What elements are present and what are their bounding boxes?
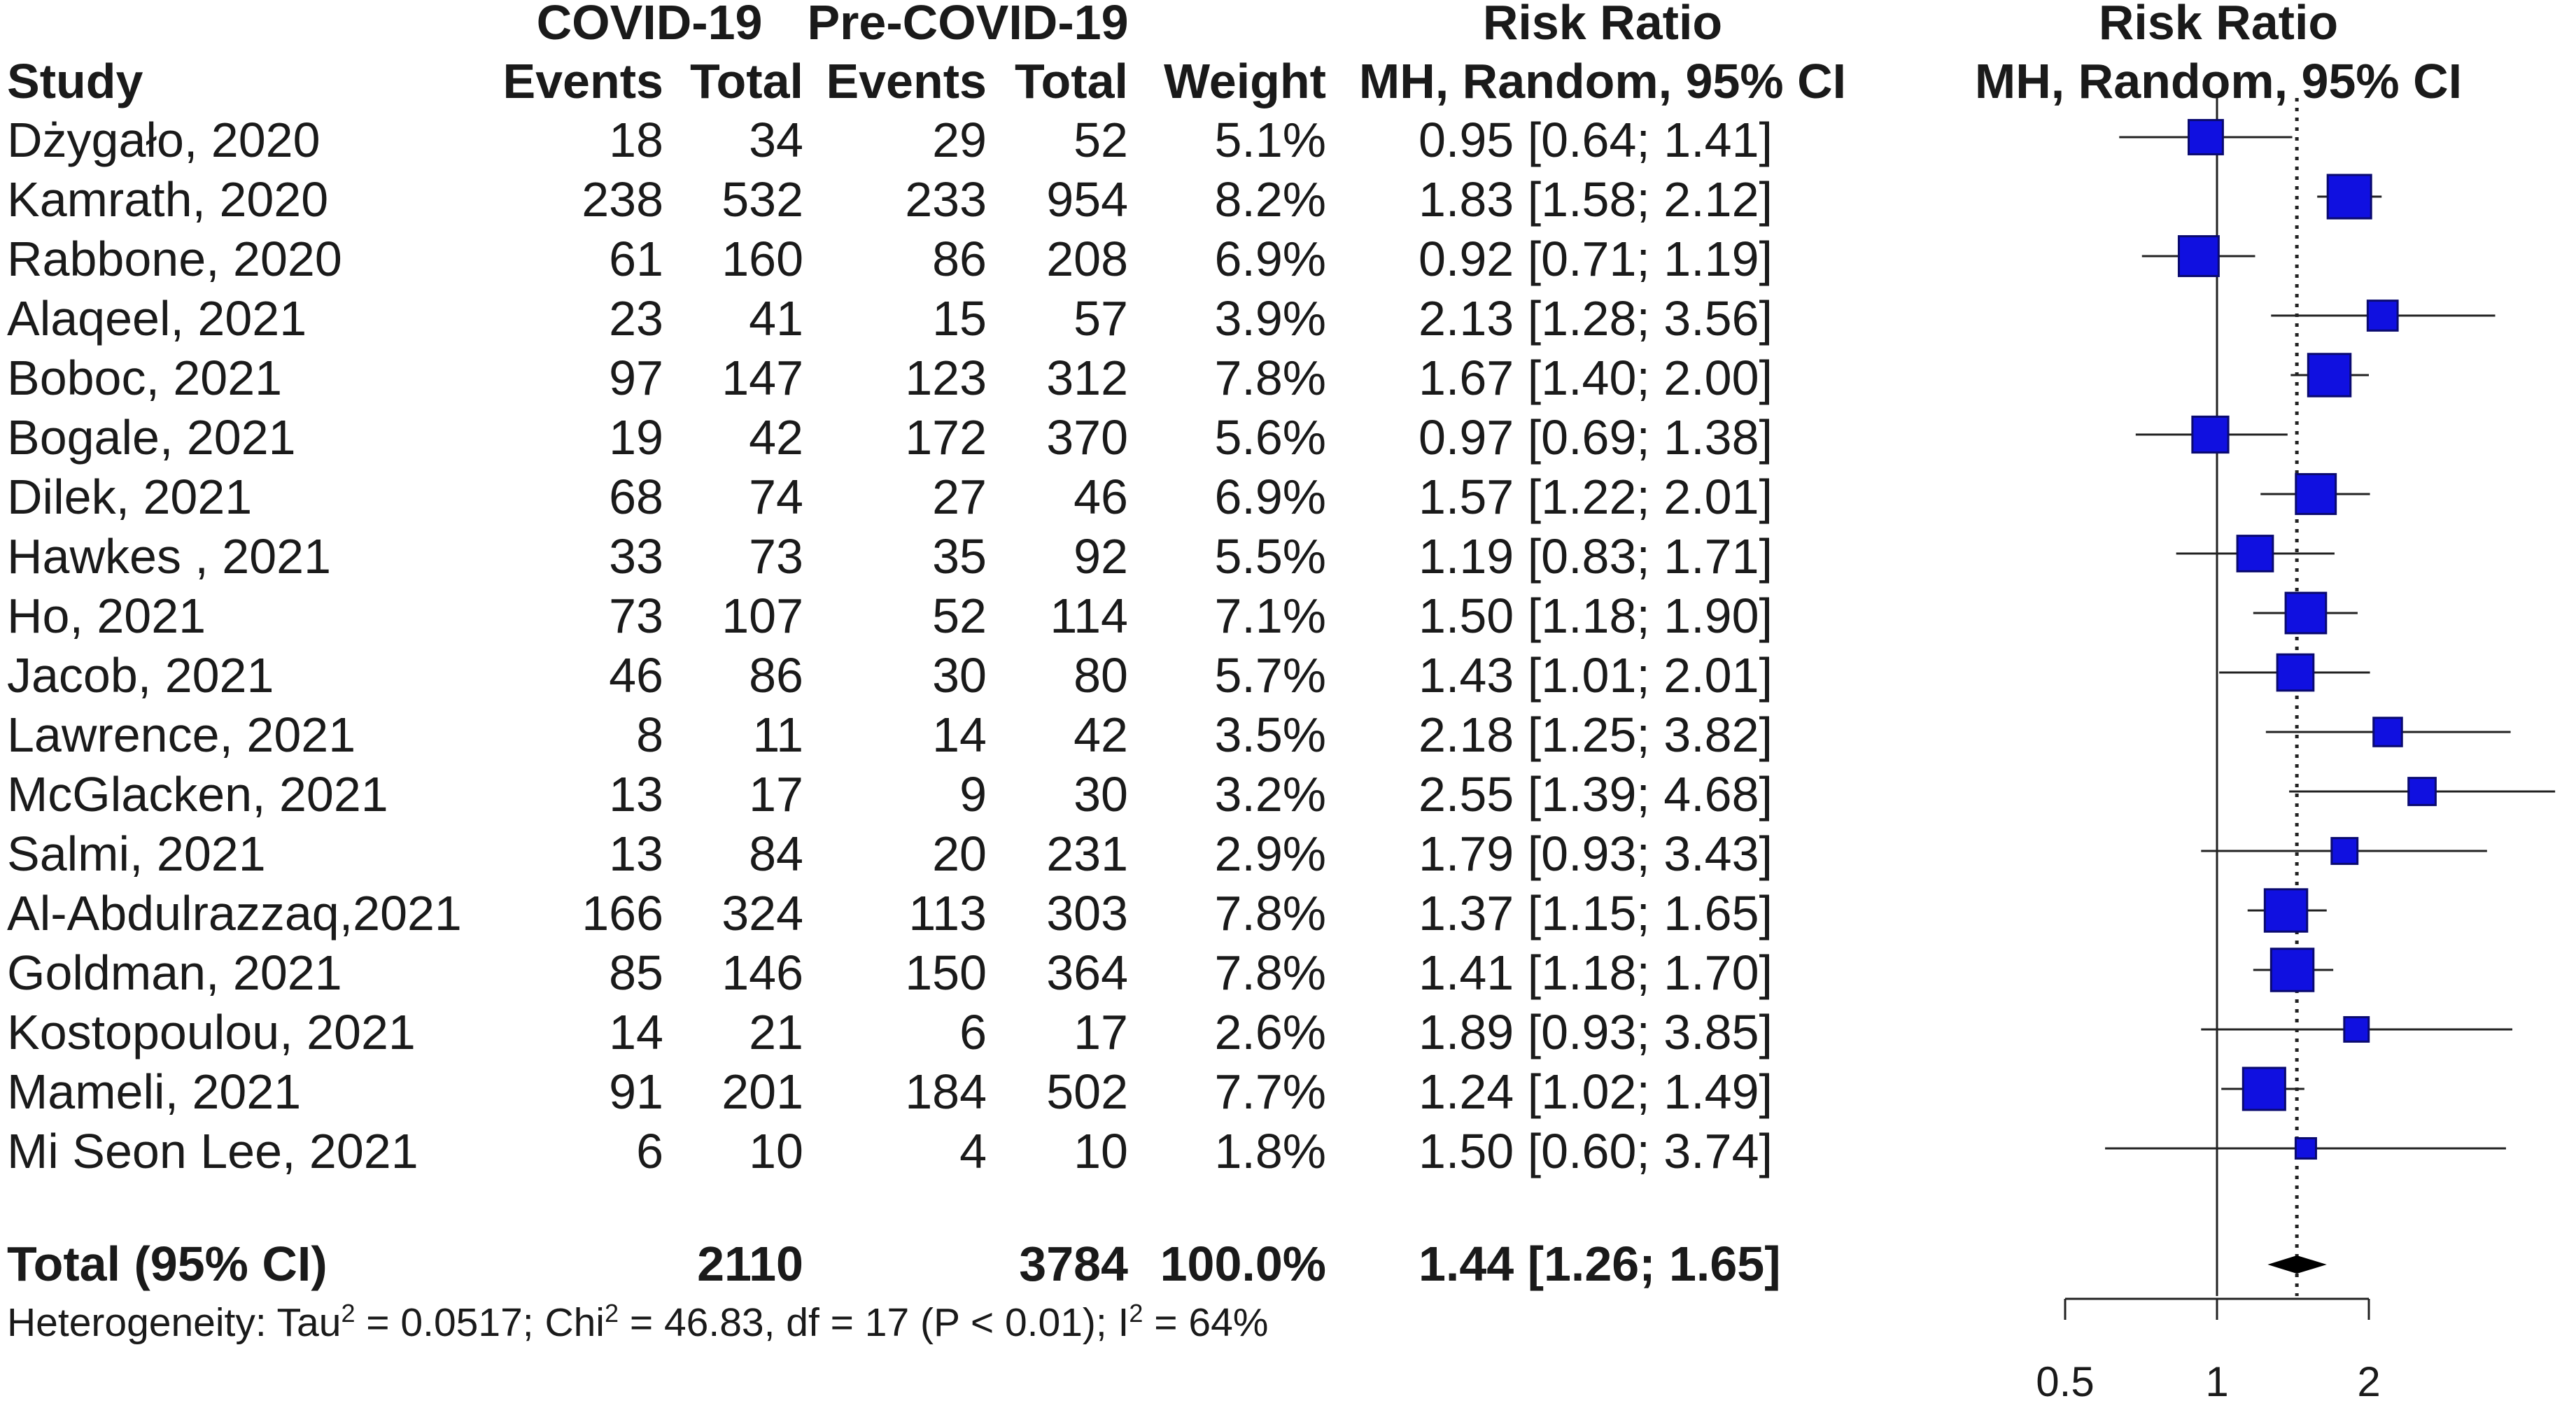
- study-ci-text: 1.83 [1.58; 2.12]: [1419, 172, 1773, 227]
- point-estimate-square: [2344, 1018, 2369, 1042]
- study-ci-text: 2.13 [1.28; 3.56]: [1419, 291, 1773, 346]
- total-label: Total (95% CI): [7, 1237, 328, 1291]
- covid-events: 13: [609, 826, 663, 881]
- covid-total: 532: [722, 172, 803, 227]
- pre-total-header: Total: [1014, 54, 1128, 108]
- pre-total: 46: [1074, 470, 1128, 524]
- covid-total: 10: [749, 1124, 803, 1178]
- point-estimate-square: [2328, 175, 2371, 218]
- point-estimate-square: [2271, 949, 2313, 991]
- study-ci-text: 1.89 [0.93; 3.85]: [1419, 1005, 1773, 1059]
- covid-events: 13: [609, 767, 663, 822]
- study-name: Alaqeel, 2021: [7, 291, 307, 346]
- het-part-3: = 46.83, df = 17 (P < 0.01); I: [619, 1300, 1129, 1345]
- study-weight: 5.7%: [1214, 648, 1326, 703]
- covid-events: 73: [609, 589, 663, 643]
- study-ci-text: 1.41 [1.18; 1.70]: [1419, 945, 1773, 1000]
- study-column-header: Study: [7, 54, 143, 108]
- pre-events: 172: [905, 410, 987, 465]
- pre-total: 303: [1046, 886, 1128, 941]
- covid-total: 86: [749, 648, 803, 703]
- covid-events: 91: [609, 1064, 663, 1119]
- study-name: Hawkes , 2021: [7, 529, 332, 584]
- study-ci-text: 1.43 [1.01; 2.01]: [1419, 648, 1773, 703]
- study-weight: 3.2%: [1214, 767, 1326, 822]
- pre-total: 57: [1074, 291, 1128, 346]
- plot-method-header: MH, Random, 95% CI: [1974, 54, 2463, 108]
- rr-method-header: MH, Random, 95% CI: [1358, 54, 1847, 108]
- study-name: Kostopoulou, 2021: [7, 1005, 416, 1059]
- pre-total: 502: [1046, 1064, 1128, 1119]
- study-name: Ho, 2021: [7, 589, 206, 643]
- point-estimate-square: [2243, 1068, 2285, 1110]
- x-tick-label: 2: [2357, 1358, 2381, 1401]
- covid-total: 147: [722, 351, 803, 405]
- study-name: McGlacken, 2021: [7, 767, 388, 822]
- covid-total: 21: [749, 1005, 803, 1059]
- point-estimate-square: [2193, 416, 2228, 452]
- study-name: Goldman, 2021: [7, 945, 342, 1000]
- pre-events: 9: [959, 767, 987, 822]
- het-part-4: = 64%: [1143, 1300, 1269, 1345]
- het-sup-3: 2: [1129, 1299, 1143, 1328]
- point-estimate-square: [2265, 889, 2307, 931]
- covid-events: 85: [609, 945, 663, 1000]
- covid-total: 74: [749, 470, 803, 524]
- total-pre-n: 3784: [1019, 1237, 1128, 1291]
- pre-total: 30: [1074, 767, 1128, 822]
- covid-events: 238: [582, 172, 663, 227]
- covid-events: 23: [609, 291, 663, 346]
- study-weight: 7.7%: [1214, 1064, 1326, 1119]
- x-tick-label: 0.5: [2036, 1358, 2095, 1401]
- het-part-2: = 0.0517; Chi: [355, 1300, 605, 1345]
- het-prefix: Heterogeneity: Tau: [7, 1300, 342, 1345]
- covid-total: 84: [749, 826, 803, 881]
- study-name: Rabbone, 2020: [7, 232, 342, 286]
- point-estimate-square: [2308, 354, 2350, 396]
- pre-events: 52: [932, 589, 987, 643]
- study-name: Boboc, 2021: [7, 351, 283, 405]
- pre-events: 233: [905, 172, 987, 227]
- covid-events: 97: [609, 351, 663, 405]
- total-weight: 100.0%: [1160, 1237, 1326, 1291]
- covid-events: 33: [609, 529, 663, 584]
- point-estimate-square: [2295, 1138, 2316, 1158]
- pre-total: 52: [1074, 113, 1128, 167]
- pre-total: 370: [1046, 410, 1128, 465]
- covid-total: 17: [749, 767, 803, 822]
- study-weight: 6.9%: [1214, 232, 1326, 286]
- covid-events: 18: [609, 113, 663, 167]
- x-tick-label: 1: [2205, 1358, 2229, 1401]
- pre-events: 35: [932, 529, 987, 584]
- weight-header: Weight: [1163, 54, 1326, 108]
- pre-total: 114: [1050, 589, 1128, 643]
- covid-total: 324: [722, 886, 803, 941]
- pre-total: 42: [1074, 707, 1128, 762]
- risk-ratio-column-title: Risk Ratio: [1482, 0, 1723, 50]
- pre-covid-group-header: Pre-COVID-19: [807, 0, 1129, 50]
- study-ci-text: 0.92 [0.71; 1.19]: [1419, 232, 1773, 286]
- covid-total: 42: [749, 410, 803, 465]
- het-sup-1: 2: [341, 1299, 356, 1328]
- covid-total: 146: [722, 945, 803, 1000]
- covid-events: 19: [609, 410, 663, 465]
- pre-events: 150: [905, 945, 987, 1000]
- covid-total: 34: [749, 113, 803, 167]
- pooled-diamond: [2267, 1255, 2326, 1274]
- point-estimate-square: [2332, 838, 2358, 864]
- plot-title: Risk Ratio: [2098, 0, 2339, 50]
- covid-events-header: Events: [502, 54, 663, 108]
- covid-events: 14: [609, 1005, 663, 1059]
- pre-total: 312: [1046, 351, 1128, 405]
- pre-events: 14: [932, 707, 987, 762]
- point-estimate-square: [2374, 718, 2402, 747]
- study-ci-text: 1.79 [0.93; 3.43]: [1419, 826, 1773, 881]
- study-name: Dilek, 2021: [7, 470, 253, 524]
- pre-total: 80: [1074, 648, 1128, 703]
- pre-events: 30: [932, 648, 987, 703]
- study-weight: 1.8%: [1214, 1124, 1326, 1178]
- study-ci-text: 0.97 [0.69; 1.38]: [1419, 410, 1773, 465]
- study-weight: 8.2%: [1214, 172, 1326, 227]
- pre-events: 20: [932, 826, 987, 881]
- study-weight: 2.9%: [1214, 826, 1326, 881]
- point-estimate-square: [2367, 301, 2398, 331]
- study-weight: 7.8%: [1214, 945, 1326, 1000]
- covid-events: 8: [636, 707, 663, 762]
- study-ci-text: 1.67 [1.40; 2.00]: [1419, 351, 1773, 405]
- point-estimate-square: [2277, 654, 2314, 691]
- study-ci-text: 1.19 [0.83; 1.71]: [1419, 529, 1773, 584]
- pre-events: 4: [959, 1124, 987, 1178]
- total-covid-n: 2110: [697, 1237, 803, 1291]
- pre-events: 86: [932, 232, 987, 286]
- study-ci-text: 0.95 [0.64; 1.41]: [1419, 113, 1773, 167]
- covid-total: 41: [749, 291, 803, 346]
- study-weight: 7.8%: [1214, 886, 1326, 941]
- covid-total: 160: [722, 232, 803, 286]
- pre-events-header: Events: [826, 54, 987, 108]
- study-name: Dżygało, 2020: [7, 113, 321, 167]
- study-ci-text: 1.37 [1.15; 1.65]: [1419, 886, 1773, 941]
- study-weight: 5.6%: [1214, 410, 1326, 465]
- covid-total-header: Total: [689, 54, 803, 108]
- pre-events: 113: [908, 886, 987, 941]
- pre-total: 364: [1046, 945, 1128, 1000]
- study-ci-text: 1.50 [0.60; 3.74]: [1419, 1124, 1773, 1178]
- point-estimate-square: [2409, 778, 2436, 805]
- study-ci-text: 1.57 [1.22; 2.01]: [1419, 470, 1773, 524]
- study-name: Al-Abdulrazzaq,2021: [7, 886, 462, 941]
- study-weight: 5.5%: [1214, 529, 1326, 584]
- study-weight: 7.8%: [1214, 351, 1326, 405]
- het-sup-2: 2: [604, 1299, 619, 1328]
- study-weight: 3.9%: [1214, 291, 1326, 346]
- study-weight: 7.1%: [1214, 589, 1326, 643]
- point-estimate-square: [2188, 120, 2223, 155]
- covid-events: 46: [609, 648, 663, 703]
- study-ci-text: 1.50 [1.18; 1.90]: [1419, 589, 1773, 643]
- study-name: Bogale, 2021: [7, 410, 296, 465]
- point-estimate-square: [2237, 536, 2273, 572]
- covid-total: 11: [752, 707, 803, 762]
- covid-total: 201: [722, 1064, 803, 1119]
- pre-events: 123: [905, 351, 987, 405]
- covid-group-header: COVID-19: [536, 0, 763, 50]
- pre-total: 10: [1074, 1124, 1128, 1178]
- pre-events: 184: [905, 1064, 987, 1119]
- study-weight: 6.9%: [1214, 470, 1326, 524]
- study-weight: 3.5%: [1214, 707, 1326, 762]
- pre-events: 15: [932, 291, 987, 346]
- study-name: Jacob, 2021: [7, 648, 274, 703]
- point-estimate-square: [2286, 593, 2326, 633]
- pre-total: 231: [1046, 826, 1128, 881]
- total-ci-text: 1.44 [1.26; 1.65]: [1419, 1237, 1781, 1291]
- point-estimate-square: [2179, 237, 2218, 276]
- pre-total: 954: [1046, 172, 1128, 227]
- study-ci-text: 2.18 [1.25; 3.82]: [1419, 707, 1773, 762]
- covid-events: 61: [609, 232, 663, 286]
- covid-events: 166: [582, 886, 663, 941]
- covid-events: 6: [636, 1124, 663, 1178]
- pre-events: 27: [932, 470, 987, 524]
- covid-events: 68: [609, 470, 663, 524]
- study-name: Mameli, 2021: [7, 1064, 302, 1119]
- study-weight: 2.6%: [1214, 1005, 1326, 1059]
- point-estimate-square: [2296, 474, 2336, 514]
- study-name: Mi Seon Lee, 2021: [7, 1124, 418, 1178]
- covid-total: 73: [749, 529, 803, 584]
- study-name: Kamrath, 2020: [7, 172, 329, 227]
- pre-total: 208: [1046, 232, 1128, 286]
- pre-events: 6: [959, 1005, 987, 1059]
- study-weight: 5.1%: [1214, 113, 1326, 167]
- study-name: Salmi, 2021: [7, 826, 266, 881]
- pre-total: 92: [1074, 529, 1128, 584]
- study-name: Lawrence, 2021: [7, 707, 356, 762]
- study-ci-text: 2.55 [1.39; 4.68]: [1419, 767, 1773, 822]
- covid-total: 107: [722, 589, 803, 643]
- pre-total: 17: [1074, 1005, 1128, 1059]
- study-ci-text: 1.24 [1.02; 1.49]: [1419, 1064, 1773, 1119]
- pre-events: 29: [932, 113, 987, 167]
